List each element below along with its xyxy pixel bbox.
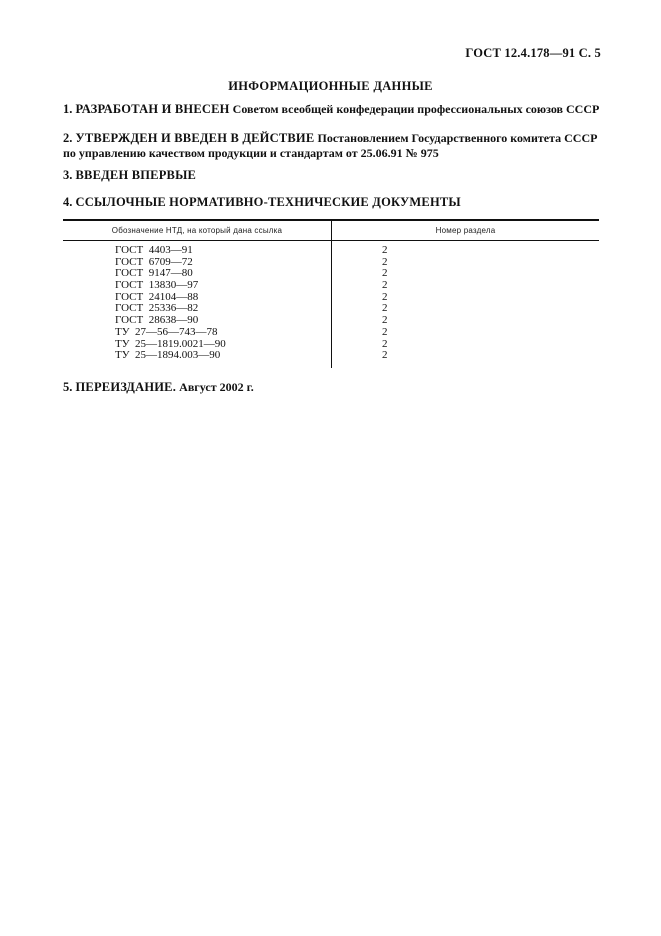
section-number: 2 <box>382 302 388 315</box>
item-number: 1. <box>63 102 73 116</box>
table-body <box>63 245 599 362</box>
info-item-1 <box>63 102 603 117</box>
item-number: 5. <box>63 380 73 394</box>
item-text: Советом всеобщей конфедерации профессиональных союзов СССР <box>232 102 600 116</box>
document-designation: ГОСТ 13830—97 <box>115 279 199 292</box>
document-designation: ГОСТ 6709—72 <box>115 255 193 268</box>
document-designation: ГОСТ 9147—80 <box>115 267 193 280</box>
document-designation: ТУ 25—1894.003—90 <box>115 349 221 362</box>
section-number: 2 <box>382 255 388 268</box>
page-header: ГОСТ 12.4.178—91 С. 5 <box>465 46 601 60</box>
table-row <box>63 280 599 292</box>
table-row <box>63 327 599 339</box>
section-number: 2 <box>382 290 388 303</box>
document-designation: ГОСТ 25336—82 <box>115 302 199 315</box>
document-designation: ТУ 25—1819.0021—90 <box>115 337 226 350</box>
section-number: 2 <box>382 279 388 292</box>
section-number: 2 <box>382 325 388 338</box>
section-number: 2 <box>382 349 388 362</box>
document-designation: ГОСТ 28638—90 <box>115 314 199 327</box>
info-item-3 <box>63 168 603 183</box>
section-number: 2 <box>382 314 388 327</box>
item-lead: УТВЕРЖДЕН И ВВЕДЕН В ДЕЙСТВИЕ <box>75 131 315 145</box>
item-number: 2. <box>63 131 73 145</box>
section-number: 2 <box>382 337 388 350</box>
document-designation: ТУ 27—56—743—78 <box>115 325 218 338</box>
info-item-5 <box>63 380 603 395</box>
item-lead: РАЗРАБОТАН И ВНЕСЕН <box>75 102 230 116</box>
document-designation: ГОСТ 4403—91 <box>115 244 193 256</box>
info-item-2 <box>63 131 603 161</box>
info-item-4 <box>63 195 603 210</box>
item-lead: ССЫЛОЧНЫЕ НОРМАТИВНО-ТЕХНИЧЕСКИЕ ДОКУМЕНТЫ <box>75 195 461 209</box>
document-designation: ГОСТ 24104—88 <box>115 290 199 303</box>
item-text: Август 2002 г. <box>179 380 254 394</box>
item-number: 4. <box>63 195 73 209</box>
section-title: ИНФОРМАЦИОННЫЕ ДАННЫЕ <box>228 79 433 93</box>
section-number: 2 <box>382 244 388 256</box>
column-header-section: Номер раздела <box>435 226 496 235</box>
column-header-document: Обозначение НТД, на который дана ссылка <box>111 226 283 235</box>
item-lead: ПЕРЕИЗДАНИЕ. <box>75 380 177 394</box>
item-text: Постановлением Государственного комитета СССР по управлению качеством продукции и стандартам от 25.06.91 № 975 <box>63 131 598 160</box>
item-lead: ВВЕДЕН ВПЕРВЫЕ <box>75 168 197 182</box>
table-row <box>63 350 599 362</box>
reference-documents-table <box>63 219 599 369</box>
section-number: 2 <box>382 267 388 280</box>
table-row <box>63 245 599 257</box>
item-number: 3. <box>63 168 73 182</box>
